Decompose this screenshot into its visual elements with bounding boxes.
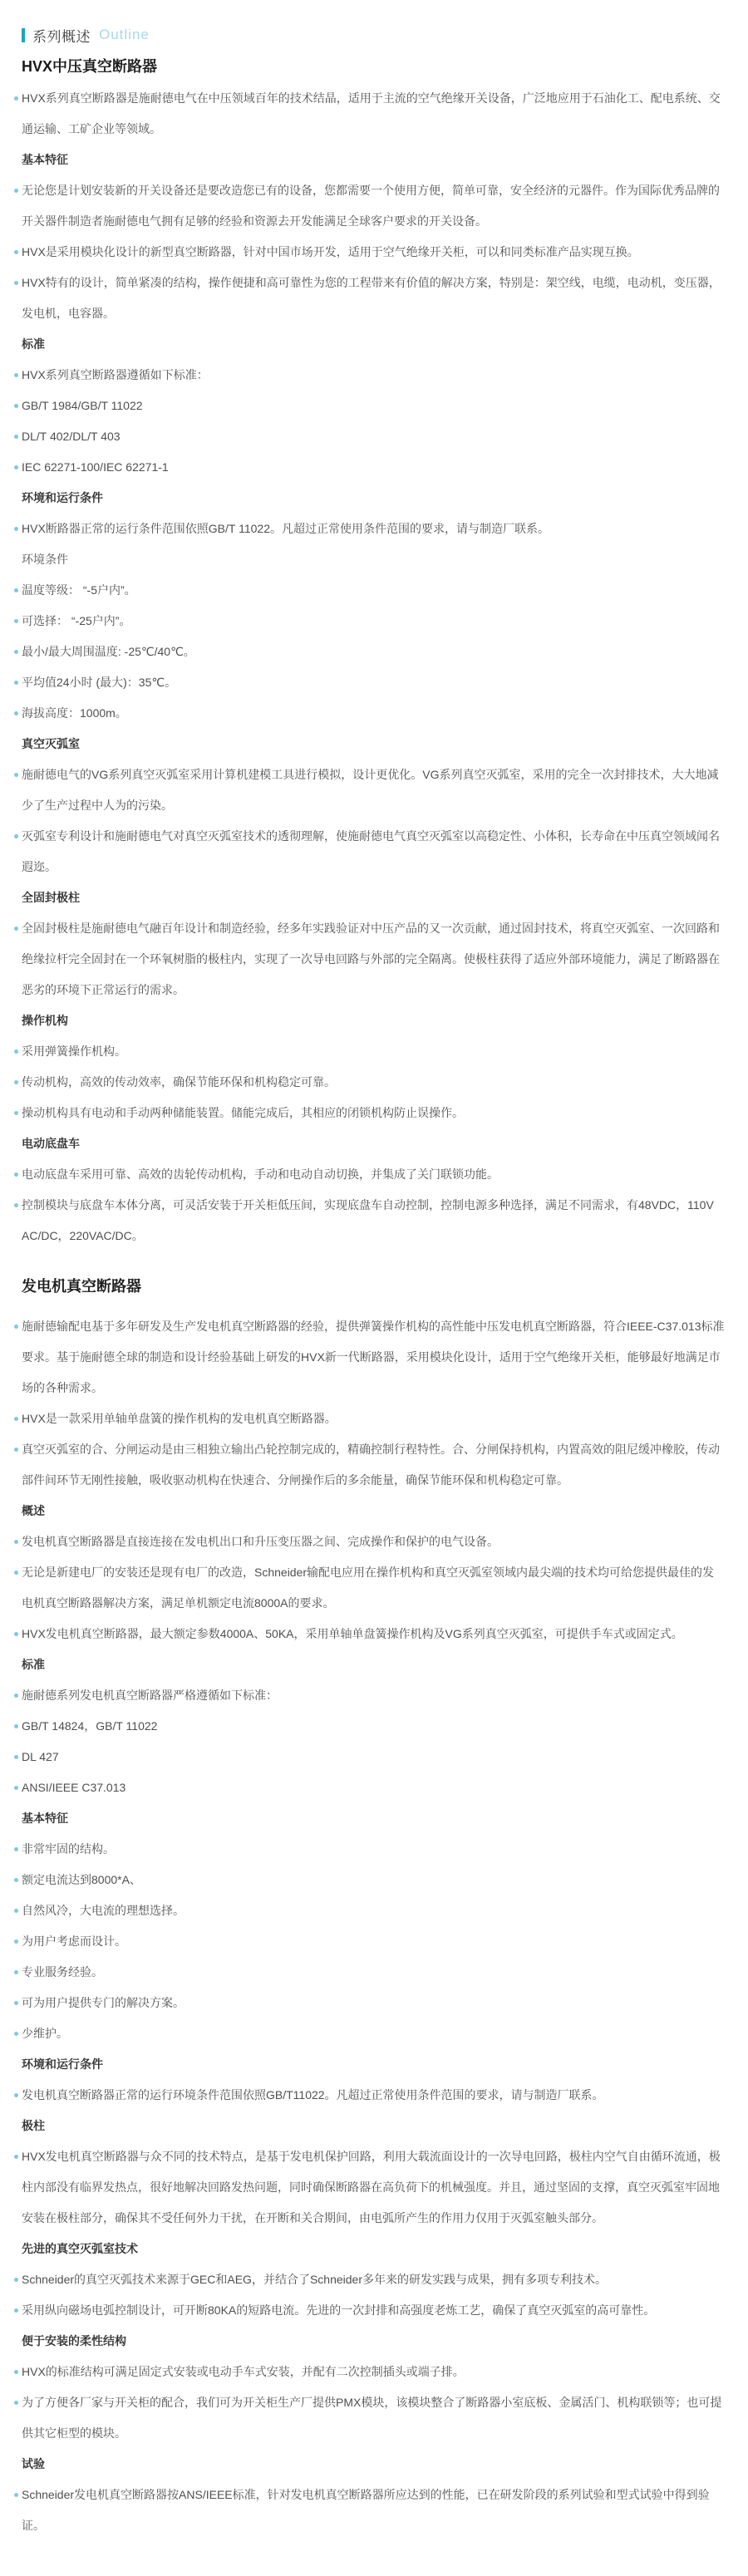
bullet-dot-icon: [14, 2493, 18, 2497]
bullet-dot-icon: [14, 1970, 18, 1974]
bullet-item: [14, 2141, 725, 2234]
bullet-dot-icon: [14, 435, 18, 439]
bullet-item: [14, 575, 725, 606]
bullet-item: [14, 1711, 725, 1742]
bullet-dot-icon: [14, 2308, 18, 2313]
bullet-text: 自然风冷，大电流的理想选择。: [22, 1904, 185, 1917]
bullet-text: 施耐德电气的VG系列真空灭弧室采用计算机建模工具进行模拟，设计更优化。VG系列真空灭弧室，采用的完全一次封排技术，大大地减少了生产过程中人为的污染。: [22, 768, 719, 812]
bullet-item: [14, 1680, 725, 1711]
bullet-item: [14, 1834, 725, 1865]
bullet-item: [14, 2080, 725, 2111]
bullet-dot-icon: [14, 1172, 18, 1177]
bullet-dot-icon: [14, 619, 18, 623]
bullet-dot-icon: [14, 1417, 18, 1421]
section: [14, 50, 725, 1251]
bullet-text: Schneider的真空灭弧技术来源于GEC和AEG，并结合了Schneider多年来的研发实践与成果，拥有多项专利技术。: [22, 2273, 607, 2286]
bullet-item: [14, 637, 725, 667]
bullet-dot-icon: [14, 2001, 18, 2005]
bullet-dot-icon: [14, 1786, 18, 1790]
bullet-item: [14, 1434, 725, 1496]
bullet-dot-icon: [14, 404, 18, 408]
bullet-item: [14, 2387, 725, 2449]
bullet-text: 海拔高度：1000m。: [22, 706, 127, 720]
subsection-heading: 电动底盘车: [22, 1137, 80, 1150]
subsection-heading: 全固封极柱: [22, 891, 80, 904]
bullet-item: [14, 1742, 725, 1772]
bullet-item: [14, 1619, 725, 1649]
bullet-item: [14, 1067, 725, 1098]
subsection-heading: 基本特征: [22, 153, 68, 166]
bullet-item: [14, 268, 725, 329]
bullet-item: [14, 514, 725, 544]
bullet-item: [14, 1865, 725, 1895]
bullet-text: 无论您是计划安装新的开关设备还是要改造您已有的设备，您都需要一个使用方便，简单可靠，安全经济的元器件。作为国际优秀品牌的开关器件制造者施耐德电气拥有足够的经验和资源去开发能满足全球客户要求的开关设备。: [22, 184, 720, 228]
bullet-item: [14, 175, 725, 237]
bullet-text: HVX特有的设计，简单紧凑的结构，操作便捷和高可靠性为您的工程带来有价值的解决方案，特别是：架空线，电缆，电动机，变压器，发电机，电容器。: [22, 276, 721, 320]
bullet-text: IEC 62271-100/IEC 62271-1: [22, 460, 169, 474]
bullet-text: Schneider发电机真空断路器按ANS/IEEE标准，针对发电机真空断路器所应达到的性能，已在研发阶段的系列试验和型式试验中得到验证。: [22, 2488, 710, 2532]
bullet-dot-icon: [14, 1050, 18, 1054]
bullet-text: 控制模块与底盘车本体分离，可灵活安装于开关柜低压间，实现底盘车自动控制，控制电源多种选择，满足不同需求，有48VDC，110V AC/DC，220VAC/DC。: [22, 1198, 714, 1242]
bullet-text: 无论是新建电厂的安装还是现有电厂的改造，Schneider输配电应用在操作机构和真空灭弧室领域内最尖端的技术均可给您提供最佳的发电机真空断路器解决方案，满足单机额定电流8000A的要求。: [22, 1566, 715, 1610]
bullet-item: [14, 2480, 725, 2541]
bullet-item: [14, 452, 725, 483]
bullet-text: 最小/最大周围温度: -25℃/40℃。: [22, 645, 195, 658]
subsection-heading: 环境和运行条件: [22, 2057, 103, 2071]
bullet-item: [14, 667, 725, 698]
bullet-item: [14, 1159, 725, 1190]
bullet-item: [14, 1895, 725, 1926]
bullet-text: GB/T 1984/GB/T 11022: [22, 399, 143, 412]
bullet-text: GB/T 14824，GB/T 11022: [22, 1719, 158, 1733]
bullet-dot-icon: [14, 1325, 18, 1329]
bullet-dot-icon: [14, 527, 18, 531]
subsection-heading: 基本特征: [22, 1812, 68, 1825]
subsection-heading: 标准: [22, 337, 45, 351]
bullet-dot-icon: [14, 96, 18, 101]
bullet-text: 非常牢固的结构。: [22, 1842, 115, 1856]
bullet-item: [14, 2295, 725, 2326]
bullet-text: 温度等级： “-5户内”。: [22, 583, 136, 597]
bullet-dot-icon: [14, 2155, 18, 2159]
bullet-dot-icon: [14, 1448, 18, 1452]
accent-bar-icon: [22, 28, 25, 42]
bullet-item: [14, 2357, 725, 2387]
bullet-text: 采用纵向磁场电弧控制设计，可开断80KA的短路电流。先进的一次封排和高强度老炼工艺，确保了真空灭弧室的高可靠性。: [22, 2303, 656, 2317]
bullet-text: HVX发电机真空断路器，最大额定参数4000A、50KA，采用单轴单盘簧操作机构及VG系列真空灭弧室，可提供手车式或固定式。: [22, 1627, 683, 1640]
bullet-item: [14, 606, 725, 637]
bullet-text: 少维护。: [22, 2027, 68, 2040]
page-header: [22, 25, 725, 45]
section-title: 发电机真空断路器: [22, 1278, 141, 1295]
bullet-dot-icon: [14, 681, 18, 685]
bullet-item: [14, 760, 725, 821]
subsection-heading: 环境和运行条件: [22, 491, 103, 504]
bullet-item: [14, 913, 725, 1005]
bullet-item: [14, 1098, 725, 1128]
bullet-item: [14, 1036, 725, 1067]
bullet-text: 专业服务经验。: [22, 1965, 103, 1979]
bullet-text: 施耐德输配电基于多年研发及生产发电机真空断路器的经验，提供弹簧操作机构的高性能中压发电机真空断路器，符合IEEE-C37.013标准要求。基于施耐德全球的制造和设计经验基础上研发的HVX新一代断路器，采用模块化设计，适用于空气绝缘开关柜，能够最好地满足市场的各种需求。: [22, 1320, 725, 1394]
bullet-dot-icon: [14, 1111, 18, 1115]
bullet-dot-icon: [14, 1847, 18, 1851]
bullet-item: [14, 1988, 725, 2018]
bullet-text: 为用户考虑而设计。: [22, 1934, 126, 1948]
bullet-item: [14, 83, 725, 145]
bullet-dot-icon: [14, 281, 18, 285]
bullet-dot-icon: [14, 1080, 18, 1084]
subsection-heading: 先进的真空灭弧室技术: [22, 2242, 138, 2255]
bullet-text: 灭弧室专利设计和施耐德电气对真空灭弧室技术的透彻理解，使施耐德电气真空灭弧室以高稳定性、小体积，长寿命在中压真空领域闻名遐迩。: [22, 829, 720, 873]
bullet-text: 平均值24小时 (最大)：35℃。: [22, 676, 177, 689]
bullet-dot-icon: [14, 1724, 18, 1728]
document-body: [14, 50, 725, 2541]
bullet-item: [14, 1772, 725, 1803]
bullet-dot-icon: [14, 1878, 18, 1882]
bullet-text: HVX断路器正常的运行条件范围依照GB/T 11022。凡超过正常使用条件范围的要求，请与制造厂联系。: [22, 522, 549, 535]
bullet-dot-icon: [14, 1909, 18, 1913]
bullet-dot-icon: [14, 834, 18, 838]
bullet-dot-icon: [14, 927, 18, 931]
bullet-item: [14, 698, 725, 729]
bullet-item: [14, 391, 725, 421]
bullet-item: [14, 821, 725, 882]
bullet-dot-icon: [14, 1571, 18, 1575]
bullet-item: [14, 1311, 725, 1404]
bullet-text: 操动机构具有电动和手动两种储能装置。储能完成后，其相应的闭锁机构防止误操作。: [22, 1106, 464, 1119]
bullet-text: 发电机真空断路器正常的运行环境条件范围依照GB/T11022。凡超过正常使用条件范围的要求，请与制造厂联系。: [22, 2088, 604, 2102]
bullet-item: [14, 2264, 725, 2295]
bullet-text: 可为用户提供专门的解决方案。: [22, 1996, 185, 2009]
bullet-text: HVX发电机真空断路器与众不同的技术特点，是基于发电机保护回路，利用大载流面设计的一次导电回路，极柱内空气自由循环流通，极柱内部没有临界发热点，很好地解决回路发热问题，同时确保断路器在高负荷下的机械强度。并且，通过坚固的支撑，真空灭弧室牢固地安装在极柱部分，确保其不受任何外力干扰，在开断和关合期间，由电弧所产生的作用力仅用于灭弧室触头部分。: [22, 2150, 721, 2225]
bullet-text: DL/T 402/DL/T 403: [22, 430, 121, 443]
bullet-text: HVX系列真空断路器是施耐德电气在中压领域百年的技术结晶，适用于主流的空气绝缘开关设备，广泛地应用于石油化工、配电系统、交通运输、工矿企业等领域。: [22, 91, 721, 135]
subsection-heading: 标准: [22, 1658, 45, 1671]
bullet-text: 真空灭弧室的合、分闸运动是由三相独立输出凸轮控制完成的，精确控制行程特性。合、分闸保持机构，内置高效的阻尼缓冲橡胶，传动部件间环节无刚性接触，吸收驱动机构在快速合、分闸操作后的多余能量，确保节能环保和机构稳定可靠。: [22, 1443, 720, 1487]
section: [14, 1270, 725, 2541]
subsection-heading: 便于安装的柔性结构: [22, 2334, 126, 2347]
bullet-dot-icon: [14, 189, 18, 193]
bullet-text: HVX系列真空断路器遵循如下标准：: [22, 368, 209, 381]
plain-text: 环境条件: [22, 553, 68, 566]
bullet-text: 传动机构，高效的传动效率，确保节能环保和机构稳定可靠。: [22, 1075, 336, 1089]
bullet-text: 为了方便各厂家与开关柜的配合，我们可为开关柜生产厂提供PMX模块，该模块整合了断路器小室底板、金属活门、机构联锁等；也可提供其它柜型的模块。: [22, 2396, 722, 2440]
bullet-dot-icon: [14, 1755, 18, 1759]
subsection-heading: 操作机构: [22, 1014, 68, 1027]
bullet-text: 额定电流达到8000*A、: [22, 1873, 141, 1886]
bullet-dot-icon: [14, 1694, 18, 1698]
bullet-dot-icon: [14, 373, 18, 377]
bullet-dot-icon: [14, 711, 18, 715]
subsection-heading: 试验: [22, 2457, 45, 2470]
bullet-dot-icon: [14, 465, 18, 469]
bullet-item: [14, 1557, 725, 1619]
page-title-en: Outline: [99, 27, 150, 42]
bullet-item: [14, 1404, 725, 1434]
bullet-text: 全固封极柱是施耐德电气融百年设计和制造经验，经多年实践验证对中压产品的又一次贡献，通过固封技术，将真空灭弧室、一次回路和绝缘拉杆完全固封在一个环氧树脂的极柱内，实现了一次导电回路与外部的完全隔离。使极柱获得了适应外部环境能力，满足了断路器在恶劣的环境下正常运行的需求。: [22, 922, 720, 996]
bullet-text: ANSI/IEEE C37.013: [22, 1781, 126, 1794]
bullet-text: 采用弹簧操作机构。: [22, 1045, 126, 1058]
bullet-item: [14, 1926, 725, 1957]
bullet-item: [14, 237, 725, 268]
bullet-dot-icon: [14, 650, 18, 654]
bullet-dot-icon: [14, 250, 18, 254]
bullet-text: 发电机真空断路器是直接连接在发电机出口和升压变压器之间、完成操作和保护的电气设备。: [22, 1535, 499, 1548]
bullet-text: HVX的标准结构可满足固定式安装或电动手车式安装，并配有二次控制插头或端子排。: [22, 2365, 465, 2378]
bullet-item: [14, 1526, 725, 1557]
bullet-dot-icon: [14, 2370, 18, 2374]
bullet-item: [14, 1957, 725, 1988]
bullet-item: [14, 360, 725, 391]
bullet-text: 施耐德系列发电机真空断路器严格遵循如下标准：: [22, 1689, 278, 1702]
bullet-item: [14, 1190, 725, 1251]
bullet-item: [14, 2018, 725, 2049]
bullet-dot-icon: [14, 1203, 18, 1207]
bullet-dot-icon: [14, 2401, 18, 2405]
bullet-text: HVX是采用模块化设计的新型真空断路器，针对中国市场开发，适用于空气绝缘开关柜，可以和同类标准产品实现互换。: [22, 245, 639, 258]
bullet-dot-icon: [14, 2093, 18, 2097]
bullet-dot-icon: [14, 1632, 18, 1636]
bullet-dot-icon: [14, 1540, 18, 1544]
bullet-text: 电动底盘车采用可靠、高效的齿轮传动机构，手动和电动自动切换，并集成了关门联锁功能。: [22, 1168, 499, 1181]
bullet-dot-icon: [14, 2032, 18, 2036]
page-title: 系列概述: [32, 28, 91, 45]
section-title: HVX中压真空断路器: [22, 58, 158, 75]
bullet-text: 可选择： “-25户内”。: [22, 614, 131, 627]
bullet-dot-icon: [14, 588, 18, 592]
bullet-item: [14, 421, 725, 452]
bullet-dot-icon: [14, 1939, 18, 1944]
bullet-dot-icon: [14, 2278, 18, 2282]
subsection-heading: 极柱: [22, 2119, 45, 2132]
bullet-text: HVX是一款采用单轴单盘簧的操作机构的发电机真空断路器。: [22, 1412, 337, 1425]
bullet-text: DL 427: [22, 1750, 59, 1763]
bullet-dot-icon: [14, 773, 18, 777]
subsection-heading: 真空灭弧室: [22, 737, 80, 750]
subsection-heading: 概述: [22, 1504, 45, 1517]
